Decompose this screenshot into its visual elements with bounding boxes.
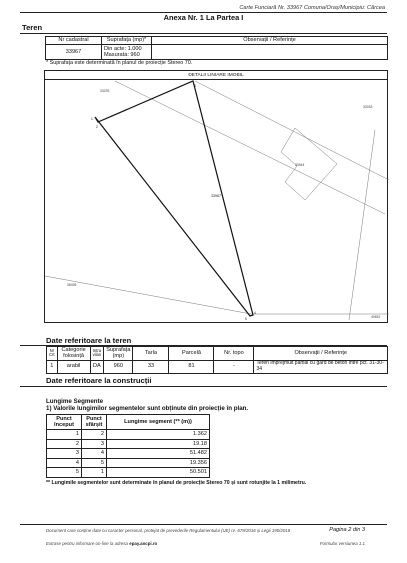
segment-length: 50.501: [107, 468, 210, 478]
teren-section-title: Teren: [22, 23, 43, 32]
col-tarla: Tarla: [133, 347, 169, 361]
segment-length: 19.356: [107, 458, 210, 468]
label-building: 33944: [295, 163, 305, 167]
footer-online-label: Extrase pentru informare on-line la adresa: [46, 541, 129, 546]
epay-link[interactable]: epay.ancpi.ro: [129, 541, 158, 546]
col-observatii: Observații / Referințe: [254, 347, 388, 361]
cell-nr: 1: [47, 360, 58, 373]
plan-drawing: [45, 80, 389, 324]
teren-footnote: * Suprafața este determinată în planul de proiecție Stereo 70.: [46, 60, 193, 66]
segment-start: 1: [47, 430, 82, 440]
segment-length: 51.482: [107, 449, 210, 459]
label-parcel-bottom-right: 40651: [371, 315, 381, 319]
table-row: [47, 458, 210, 468]
segment-start: 4: [47, 458, 82, 468]
neighbour-boundary-bottom: [45, 276, 251, 314]
table-row: [47, 439, 210, 449]
segment-length: 19.18: [107, 439, 210, 449]
vertex-label: 3: [194, 84, 196, 88]
segment-start: 5: [47, 468, 82, 478]
cell-tarla: 33: [133, 360, 169, 373]
segmente-subtitle: 1) Valorile lungimilor segmentelor sunt obținute din proiecție în plan.: [46, 405, 249, 412]
building-outline: [281, 128, 337, 200]
teren-area-masurata: Masurata: 960: [104, 52, 140, 58]
segment-length: 1.362: [107, 430, 210, 440]
page-number: Pagina 2 din 3: [329, 527, 365, 533]
date-constructii-rule: [20, 386, 387, 387]
col-punct-inceput: Punct început: [47, 415, 82, 430]
teren-rule: [20, 33, 387, 34]
col-nr-topo: Nr. topo: [214, 347, 254, 361]
segment-start: 3: [47, 449, 82, 459]
footer-legal-text: Document care conține date cu caracter personal, protejat de prevederile Regulamentului (UE) nr. 679/2016 și Legii 190/2018: [46, 528, 291, 533]
teren-area-cell: [102, 45, 152, 60]
date-teren-table: [46, 346, 388, 374]
teren-cadastral-value: 33967: [46, 45, 102, 60]
col-parcela: Parcelă: [169, 347, 214, 361]
cell-suprafata: 960: [104, 360, 133, 373]
cell-categorie: arabil: [57, 360, 90, 373]
teren-col-cadastral: Nr cadastral: [46, 37, 102, 45]
cell-intravilan: DA: [90, 360, 104, 373]
label-parcel-bottom-left: 38495: [67, 283, 77, 287]
label-parcel-right-top: 33033: [363, 105, 373, 109]
vertex-label: 1: [91, 117, 93, 121]
segment-end: 2: [82, 430, 107, 440]
table-row: [47, 430, 210, 440]
col-categorie: Categorie folosință: [57, 347, 90, 361]
teren-observatii-value: [152, 45, 388, 60]
label-parcel-top-left: 33293: [100, 89, 110, 93]
segment-end: 4: [82, 449, 107, 459]
table-row: [47, 449, 210, 459]
segment-end: 3: [82, 439, 107, 449]
label-parcel-center: 33967: [211, 194, 221, 198]
plan-title: DETALII LINIARE IMOBIL: [45, 72, 387, 80]
segment-end: 5: [82, 458, 107, 468]
parcel-33967-outline: [95, 81, 253, 316]
segmente-table: [46, 414, 210, 478]
col-nr-crt: Nr Crt: [47, 347, 58, 361]
annex-title: Anexa Nr. 1 La Partea I: [163, 13, 244, 22]
cell-parcela: 81: [169, 360, 214, 373]
form-version: Formular versiunea 1.1: [319, 541, 365, 546]
col-punct-sfarsit: Punct sfârșit: [82, 415, 107, 430]
teren-col-suprafata: Suprafața (mp)*: [102, 37, 152, 45]
segment-end: 1: [82, 468, 107, 478]
col-suprafata: Suprafața (mp): [104, 347, 133, 361]
cell-observatii: Teren imprejmuit partial cu gard de beton intre pct. 31-30-34: [254, 360, 388, 373]
col-intravilan: Intra vilan: [90, 347, 104, 361]
table-row: [47, 468, 210, 478]
col-lungime: Lungime segment (** (m)): [107, 415, 210, 430]
neighbour-boundary-right: [195, 81, 389, 180]
cell-nr-topo: -: [214, 360, 254, 373]
footer-rule: [20, 524, 387, 525]
segment-start: 2: [47, 439, 82, 449]
vertex-label: 2: [96, 125, 98, 129]
segmente-note: ** Lungimile segmentelor sunt determinate în planul de proiecție Stereo 70 și sunt rotunjite la 1 milimetru.: [46, 480, 307, 486]
footer-online-text: [46, 541, 157, 546]
teren-col-observatii: Observații / Referințe: [152, 37, 388, 45]
carte-funciara-reference: Carte Funciară Nr. 33967 Comuna/Oraș/Municipiu: Cărcea: [239, 5, 385, 11]
date-constructii-section-title: Date referitoare la construcții: [46, 376, 152, 385]
vertex-label: 5: [245, 317, 247, 321]
teren-area-acte: Din acte: 1.000: [104, 45, 142, 52]
teren-table: [45, 36, 388, 60]
neighbour-boundary-right-vertical: [349, 130, 375, 320]
segmente-title: Lungime Segmente: [46, 398, 104, 405]
vertex-label: 4: [254, 311, 256, 315]
date-teren-section-title: Date referitoare la teren: [46, 336, 132, 345]
plan-frame: [44, 70, 388, 323]
table-row: [47, 360, 388, 373]
